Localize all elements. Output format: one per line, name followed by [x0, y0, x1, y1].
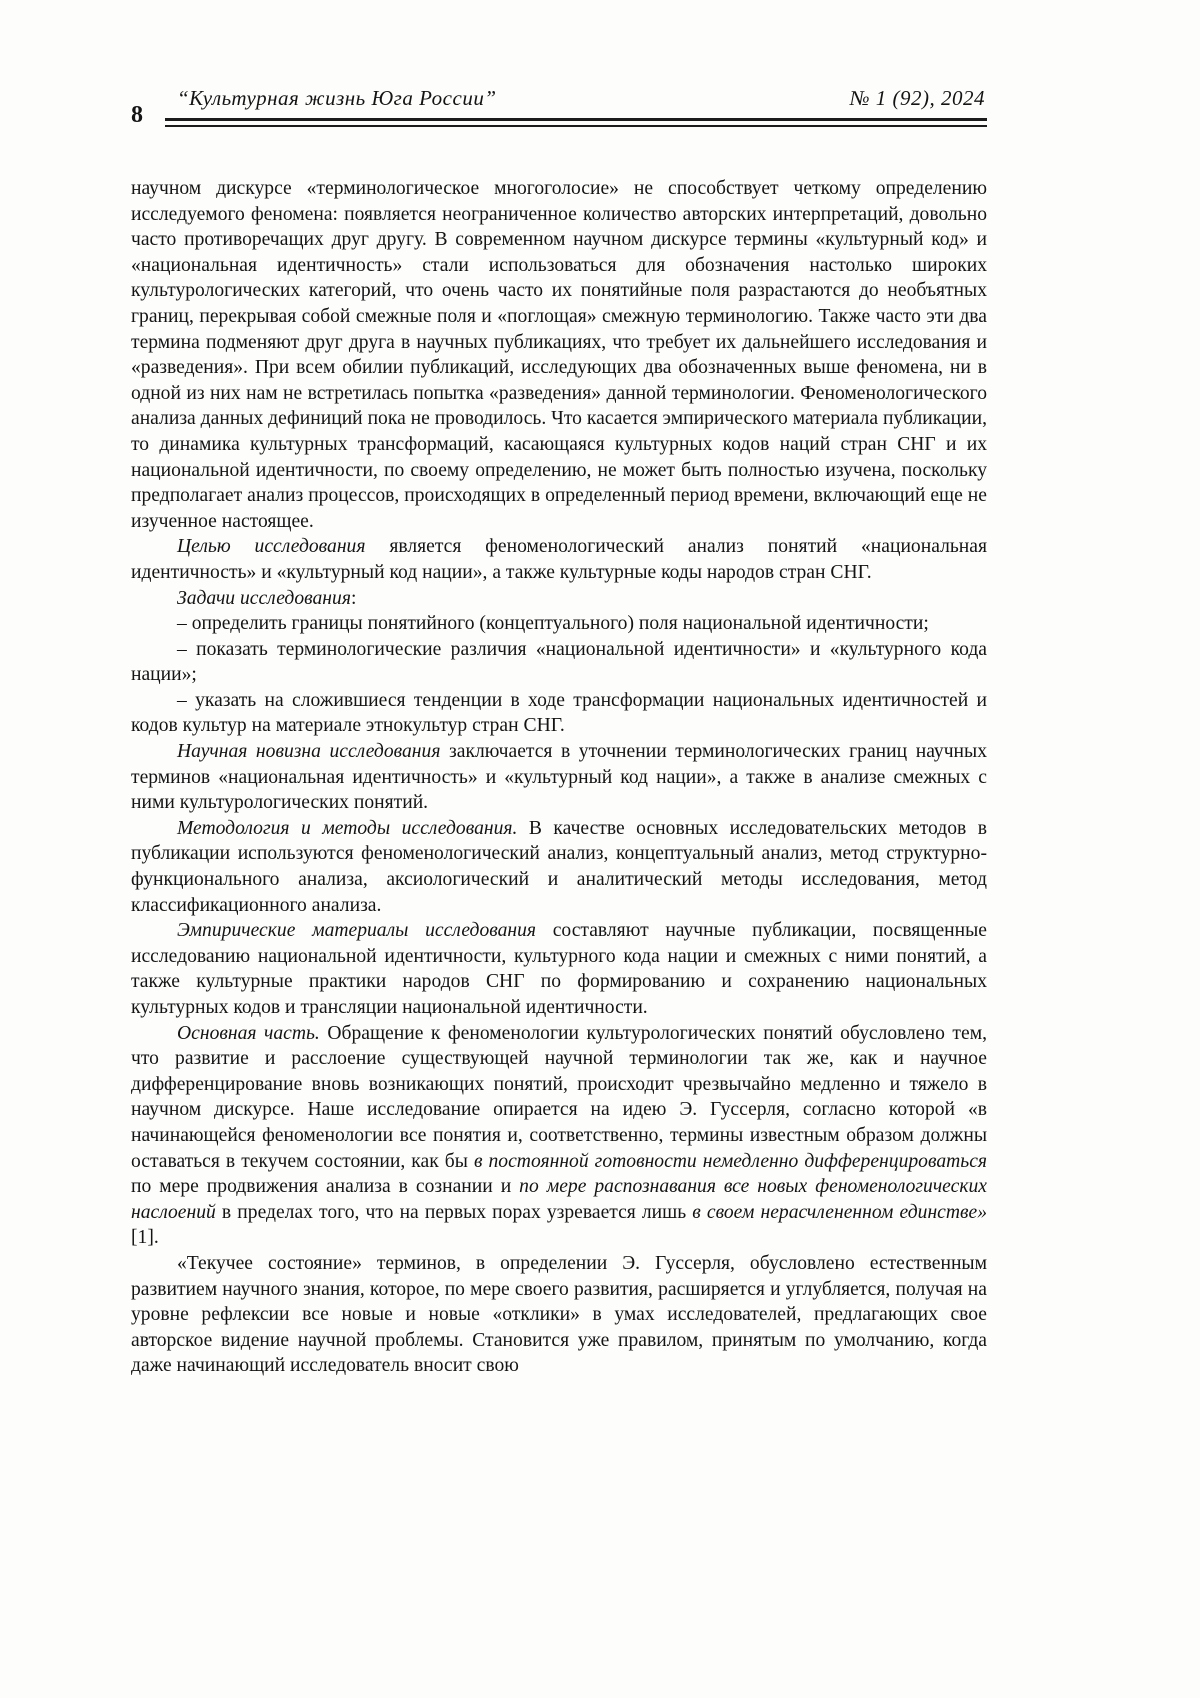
text-segment: [1].: [131, 1227, 159, 1249]
page-number: 8: [131, 102, 144, 128]
text-segment: «Текучее состояние» терминов, в определении Э. Гуссерля, обусловлено естественным развитием научного знания, которое, по мере своего развития, расширяется и углубляется, получая на уровне рефлексии все новые и новые «отклики» в умах исследователей, предлагающих свое авторское видение научной проблемы. Становится уже правилом, принятым по умолчанию, когда даже начинающий исследователь вносит свою: [131, 1252, 987, 1377]
paragraph: [131, 586, 987, 612]
text-segment: :: [350, 587, 357, 609]
running-head: [165, 86, 987, 111]
header-rule: [165, 118, 987, 127]
italic-segment: по мере распознавания все новых феноменологических наслоений: [131, 1176, 987, 1223]
text-segment: Обращение к феноменологии культурологических понятий обусловлено тем, что развитие и расслоение существующей научной терминологии так же, как и научное дифференцирование вновь возникающих понятий, происходит чрезвычайно медленно и тяжело в научном дискурсе. Наше исследование опирается на идею Э. Гуссерля, согласно которой «в начинающейся феноменологии все понятия и, соответственно, термины известным образом должны оставаться в текучем состоянии, как бы: [131, 1022, 987, 1172]
paragraph-list-item: [131, 611, 987, 637]
italic-segment: Целью исследования: [177, 536, 366, 558]
paragraph: [131, 534, 987, 585]
article-body: [0, 129, 1200, 1379]
italic-segment: Эмпирические материалы исследования: [177, 920, 537, 942]
paragraph-list-item: [131, 637, 987, 688]
paragraph: [131, 918, 987, 1020]
text-segment: по мере продвижения анализа в сознании и: [131, 1176, 520, 1198]
text-segment: В качестве основных исследовательских методов в публикации используются феноменологический анализ, концептуальный анализ, метод структурно-функционального анализа, аксиологический и аналитический методы исследования, метод классификационного анализа.: [131, 817, 988, 916]
paragraph: [131, 1021, 987, 1251]
paragraph-list-item: [131, 688, 987, 739]
page-header: [0, 0, 1200, 129]
italic-segment: Основная часть.: [177, 1022, 320, 1044]
text-segment: составляют научные публикации, посвященные исследованию национальной идентичности, культурного кода нации и смежных с ними понятий, а также культурные практики народов СНГ по формированию и сохранению национальных культурных кодов и трансляции национальной идентичности.: [131, 920, 987, 1018]
italic-segment: в своем нерасчлененном единстве»: [692, 1201, 988, 1223]
issue-label: № 1 (92), 2024: [849, 86, 985, 110]
italic-segment: Научная новизна исследования: [177, 741, 441, 763]
italic-segment: Задачи исследования: [177, 587, 351, 609]
paragraph: [131, 1251, 987, 1379]
paragraph: [131, 739, 987, 816]
italic-segment: Методология и методы исследования.: [177, 817, 518, 839]
text-segment: является феноменологический анализ понятий «национальная идентичность» и «культурный код нации», а также культурные коды народов стран СНГ.: [131, 536, 987, 583]
header-right: [165, 86, 987, 127]
text-segment: – указать на сложившиеся тенденции в ходе трансформации национальных идентичностей и кодов культур на материале этнокультур стран СНГ.: [131, 689, 987, 737]
text-segment: научном дискурсе «терминологическое многоголосие» не способствует четкому определению исследуемого феномена: появляется неограниченное количество авторских интерпретаций, довольно часто противоречащих друг другу. В современном научном дискурсе термины «культурный код» и «национальная идентичность» стали использоваться для обозначения настолько широких культурологических категорий, что очень часто их понятийные поля разрастаются до необъятных границ, перекрывая собой смежные поля и «поглощая» смежную терминологию. Также часто эти два термина подменяют друг друга в научных публикациях, что требует их дальнейшего исследования и «разведения». При всем обилии публикаций, исследующих два обозначенных выше феномена, ни в одной из них нам не встретилась попытка «разведения» данной терминологии. Феноменологического анализа данных дефиниций пока не проводилось. Что касается эмпирического материала публикации, то динамика культурных трансформаций, касающаяся культурных кодов наций стран СНГ и их национальной идентичности, по своему определению, не может быть полностью изучена, поскольку предполагает анализ процессов, происходящих в определенный период времени, включающий еще не изученное настоящее.: [131, 178, 987, 532]
text-segment: – определить границы понятийного (концептуального) поля национальной идентичности;: [177, 613, 929, 635]
text-segment: заключается в уточнении терминологических границ научных терминов «национальная идентичность» и «культурный код нации», а также в анализе смежных с ними культурологических понятий.: [131, 741, 987, 814]
paragraph: [131, 176, 987, 534]
journal-title: “Культурная жизнь Юга России”: [177, 86, 497, 110]
italic-segment: в постоянной готовности немедленно дифференцироваться: [473, 1150, 987, 1172]
text-segment: в пределах того, что на первых порах узревается лишь: [215, 1201, 693, 1223]
paragraph: [131, 816, 987, 918]
text-segment: – показать терминологические различия «национальной идентичности» и «культурного кода нации»;: [131, 638, 987, 686]
